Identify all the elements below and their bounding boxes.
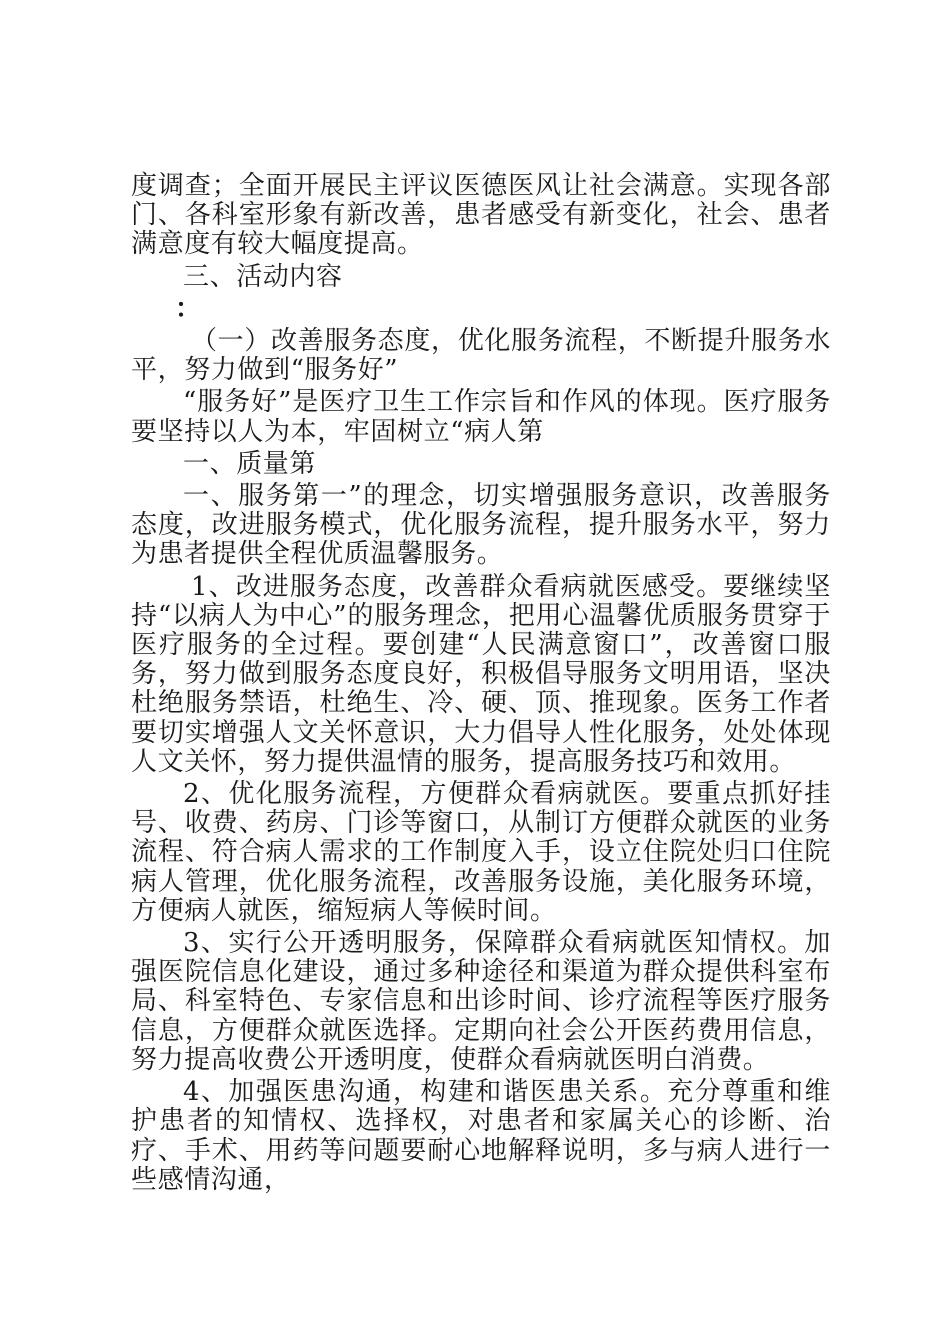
paragraph-quality-fragment: 一、质量第 [183, 448, 317, 479]
section-heading-activity-content: 三、活动内容 [183, 261, 343, 292]
paragraph-survey-continuation: 度调查；全面开展民主评议医德医风让社会满意。实现各部门、各科室形象有新改善，患者感受有新变化，社会、患者满意度有较大幅度提高。 [131, 171, 831, 260]
paragraph-item-4: 4、加强医患沟通，构建和谐医患关系。充分尊重和维护患者的知情权、选择权，对患者和家属关心的诊断、治疗、手术、用药等问题要耐心地解释说明，多与病人进行一些感情沟通， [131, 1077, 831, 1195]
subsection-heading-service: （一）改善服务态度，优化服务流程，不断提升服务水平，努力做到“服务好” [131, 326, 831, 386]
document-body [131, 172, 831, 1198]
paragraph-item-2: 2、优化服务流程，方便群众看病就医。要重点抓好挂号、收费、药房、门诊等窗口，从制订方便群众就医的业务流程、符合病人需求的工作制度入手，设立住院处归口住院病人管理，优化服务流程，改善服务设施，美化服务环境，方便病人就医，缩短病人等候时间。 [131, 779, 831, 926]
stray-colon: ： [175, 293, 202, 324]
paragraph-service-intro: “服务好”是医疗卫生工作宗旨和作风的体现。医疗服务要坚持以人为本，牢固树立“病人第 [131, 387, 831, 447]
paragraph-service-first: 一、服务第一”的理念，切实增强服务意识，改善服务态度，改进服务模式，优化服务流程，提升服务水平，努力为患者提供全程优质温馨服务。 [131, 481, 831, 570]
paragraph-item-1: 1、改进服务态度，改善群众看病就医感受。要继续坚持“以病人为中心”的服务理念，把用心温馨优质服务贯穿于医疗服务的全过程。要创建“人民满意窗口”，改善窗口服务，努力做到服务态度良好，积极倡导服务文明用语，坚决杜绝服务禁语，杜绝生、冷、硬、顶、推现象。医务工作者要切实增强人文关怀意识，大力倡导人性化服务，处处体现人文关怀，努力提供温情的服务，提高服务技巧和效用。 [131, 571, 831, 777]
paragraph-item-3: 3、实行公开透明服务，保障群众看病就医知情权。加强医院信息化建设，通过多种途径和渠道为群众提供科室布局、科室特色、专家信息和出诊时间、诊疗流程等医疗服务信息，方便群众就医选择。定期向社会公开医药费用信息，努力提高收费公开透明度，使群众看病就医明白消费。 [131, 928, 831, 1075]
